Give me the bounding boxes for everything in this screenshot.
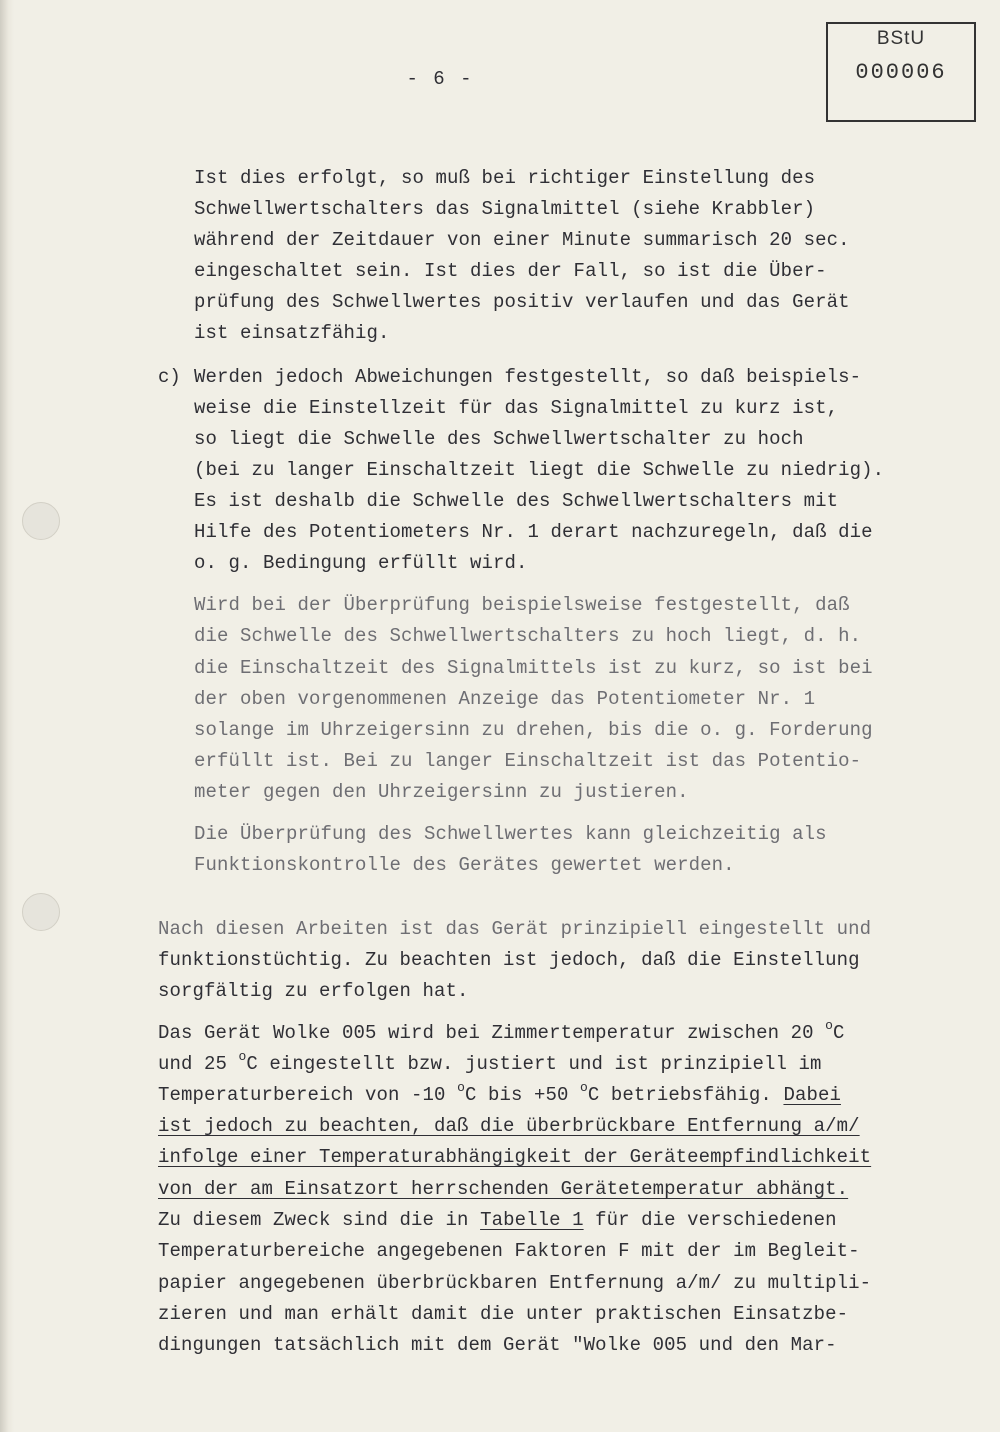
text-line: Das Gerät Wolke 005 wird bei Zimmertemperatur zwischen 20 $^o$C: [158, 1018, 845, 1044]
text-line: weise die Einstellzeit für das Signalmittel zu kurz ist,: [194, 397, 839, 419]
archive-stamp: [826, 22, 976, 122]
text-line: Temperaturbereiche angegebenen Faktoren F mit der im Begleit-: [158, 1240, 860, 1262]
degree-sign: o: [238, 1049, 247, 1064]
text-line: (bei zu langer Einschaltzeit liegt die Schwelle zu niedrig).: [194, 459, 885, 481]
list-label-c: c): [158, 366, 181, 388]
text-line: und 25 $^o$C eingestellt bzw. justiert und ist prinzipiell im: [158, 1049, 822, 1075]
text-line: Zu diesem Zweck sind die in Tabelle 1 für die verschiedenen: [158, 1209, 837, 1231]
text-line: so liegt die Schwelle des Schwellwertschalter zu hoch: [194, 428, 804, 450]
table-reference: Tabelle 1: [480, 1209, 584, 1231]
text-line: dingungen tatsächlich mit dem Gerät "Wolke 005 und den Mar-: [158, 1334, 837, 1356]
text-line: Werden jedoch Abweichungen festgestellt, so daß beispiels-: [194, 366, 862, 388]
underlined-line: ist jedoch zu beachten, daß die überbrückbare Entfernung a/m/: [158, 1115, 860, 1137]
page-number: - 6 -: [406, 68, 474, 90]
text-line: ist einsatzfähig.: [194, 322, 390, 344]
punch-hole-upper: [22, 502, 60, 540]
text-line: Funktionskontrolle des Gerätes gewertet werden.: [194, 854, 735, 876]
text-line: Schwellwertschalters das Signalmittel (siehe Krabbler): [194, 198, 816, 220]
text-line: erfüllt ist. Bei zu langer Einschaltzeit ist das Potentio-: [194, 750, 862, 772]
text-line: meter gegen den Uhrzeigersinn zu justieren.: [194, 781, 689, 803]
underlined-line: infolge einer Temperaturabhängigkeit der Geräteempfindlichkeit: [158, 1146, 872, 1168]
text-line: funktionstüchtig. Zu beachten ist jedoch, daß die Einstellung: [158, 949, 860, 971]
text-line: Wird bei der Überprüfung beispielsweise festgestellt, daß: [194, 594, 850, 616]
text-line: Ist dies erfolgt, so muß bei richtiger Einstellung des: [194, 167, 816, 189]
text-line: Nach diesen Arbeiten ist das Gerät prinzipiell eingestellt und: [158, 918, 872, 940]
text-line: Hilfe des Potentiometers Nr. 1 derart nachzuregeln, daß die: [194, 521, 873, 543]
text-line: prüfung des Schwellwertes positiv verlaufen und das Gerät: [194, 291, 850, 313]
text-line: die Schwelle des Schwellwertschalters zu hoch liegt, d. h.: [194, 625, 862, 647]
text-line: Es ist deshalb die Schwelle des Schwellwertschalters mit: [194, 490, 839, 512]
text-line: während der Zeitdauer von einer Minute summarisch 20 sec.: [194, 229, 850, 251]
stamp-org: BStU: [876, 28, 926, 49]
text-line: eingeschaltet sein. Ist dies der Fall, so ist die Über-: [194, 260, 827, 282]
text-line: die Einschaltzeit des Signalmittels ist zu kurz, so ist bei: [194, 657, 873, 679]
text-line: der oben vorgenommenen Anzeige das Potentiometer Nr. 1: [194, 688, 816, 710]
punch-hole-lower: [22, 893, 60, 931]
text-line: Temperaturbereich von -10 $^o$C bis +50 $^o$C betriebsfähig. Dabei: [158, 1080, 841, 1106]
text-line: solange im Uhrzeigersinn zu drehen, bis die o. g. Forderung: [194, 719, 873, 741]
text-line: Die Überprüfung des Schwellwertes kann gleichzeitig als: [194, 823, 827, 845]
text-line: sorgfältig zu erfolgen hat.: [158, 980, 469, 1002]
paper-edge: [0, 0, 14, 1432]
stamp-number: 000006: [855, 60, 947, 85]
underlined-text: Dabei: [783, 1084, 841, 1106]
text-line: o. g. Bedingung erfüllt wird.: [194, 552, 528, 574]
degree-sign: o: [825, 1018, 834, 1033]
underlined-line: von der am Einsatzort herrschenden Gerätetemperatur abhängt.: [158, 1178, 849, 1200]
text-line: papier angegebenen überbrückbaren Entfernung a/m/ zu multipli-: [158, 1272, 872, 1294]
degree-sign: o: [580, 1080, 588, 1095]
text-line: zieren und man erhält damit die unter praktischen Einsatzbe-: [158, 1303, 849, 1325]
degree-sign: o: [457, 1080, 465, 1095]
